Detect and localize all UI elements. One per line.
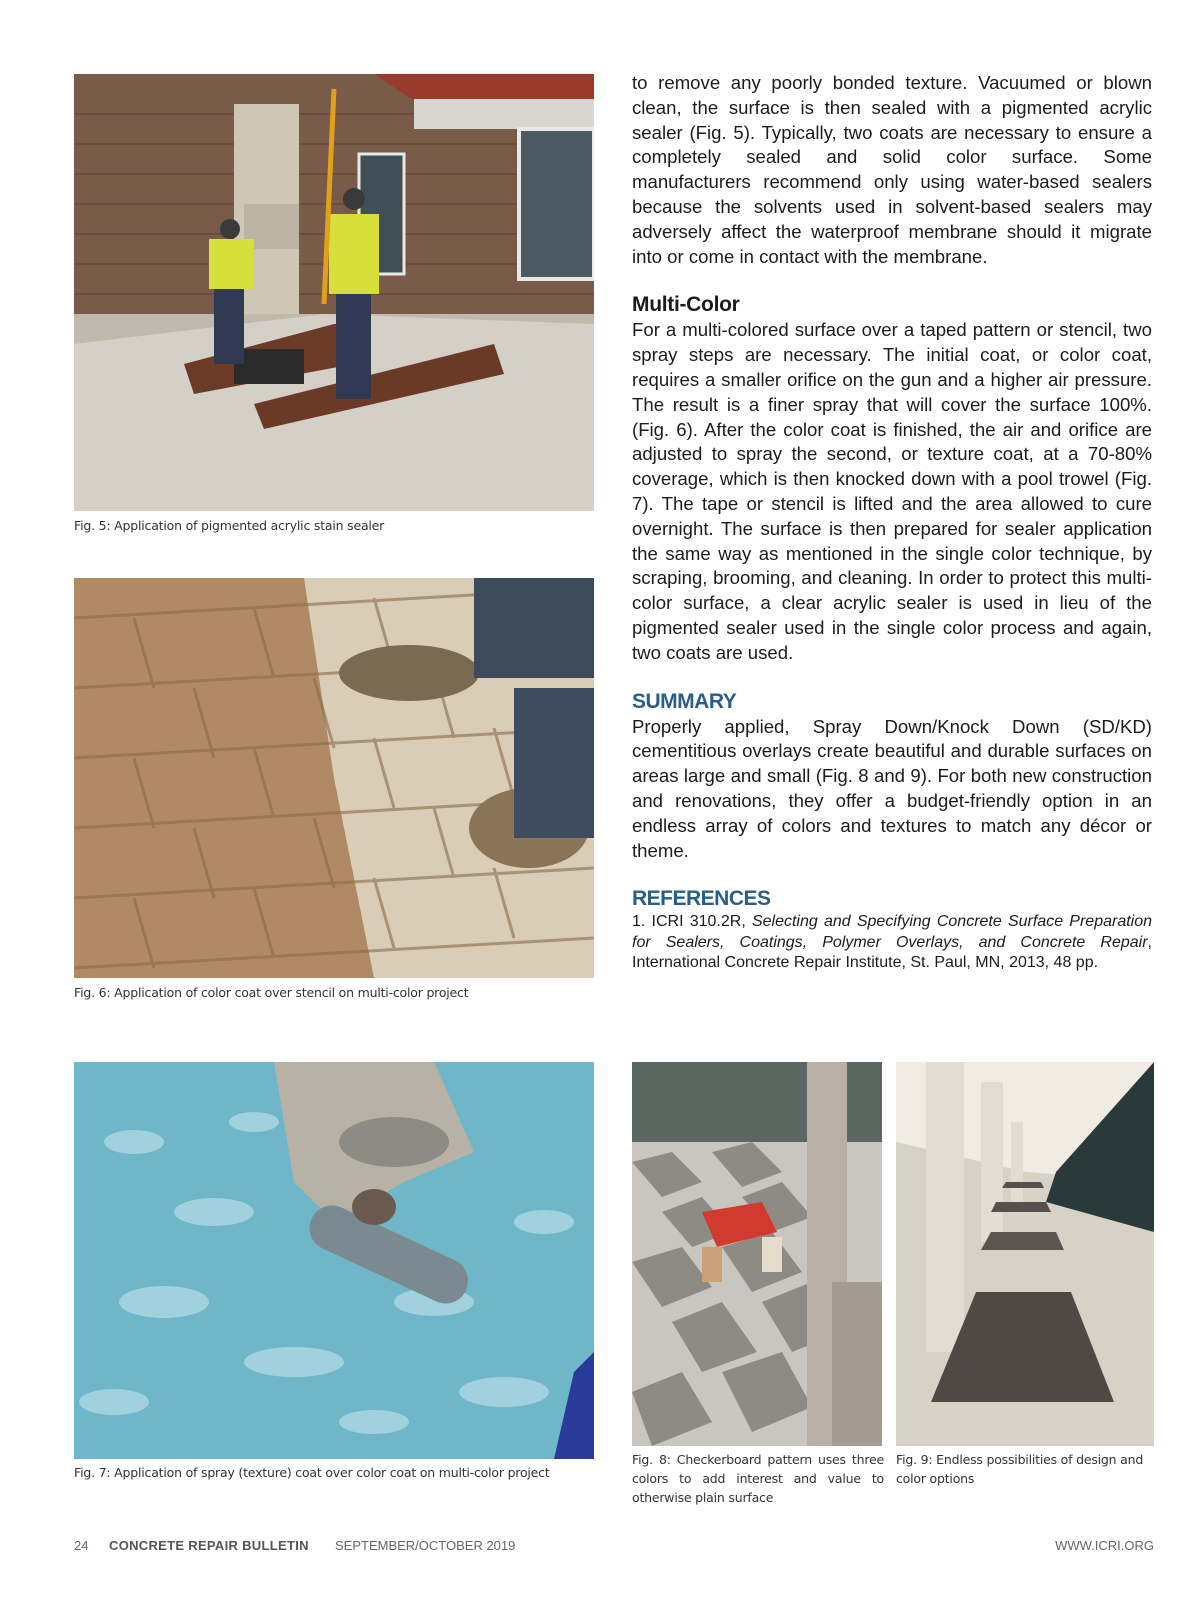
fig8-photo [632,1062,882,1446]
fig6-photo [74,578,594,978]
reference-item [632,912,1152,974]
body-column [632,71,1152,974]
fig9-caption: Fig. 9: Endless possibilities of design and color options [896,1452,1144,1486]
summary-paragraph: Properly applied, Spray Down/Knock Down (SD/KD) cementitious overlays create beautiful and durable surfaces on areas large and small (Fig. 8 and 9). For both new construction and renovations, they offer a budget-friendly option in an endless array of colors and textures to match any décor or theme. [632,715,1152,861]
fig5-caption: Fig. 5: Application of pigmented acrylic stain sealer [74,518,385,533]
reference-title: Selecting and Specifying Concrete Surface Preparation for Sealers, Coatings, Polymer Overlays, and Concrete Repair [632,913,1153,951]
references-list [632,912,1152,974]
fig8-caption: Fig. 8: Checkerboard pattern uses three colors to add interest and value to otherwise plain surface [632,1452,884,1505]
reference-tail: , International Concrete Repair Institute, St. Paul, MN, 2013, 48 pp. [632,933,1152,972]
fig7-caption: Fig. 7: Application of spray (texture) coat over color coat on multi-color project [74,1465,550,1480]
publication-name: CONCRETE REPAIR BULLETIN [109,1538,309,1553]
summary-heading: SUMMARY [632,689,737,713]
fig6-caption: Fig. 6: Application of color coat over stencil on multi-color project [74,985,469,1000]
reference-lead: 1. ICRI 310.2R, [632,913,752,931]
fig5-photo [74,74,594,511]
website: WWW.ICRI.ORG [1055,1538,1154,1553]
page-number: 24 [74,1538,89,1553]
references-heading: REFERENCES [632,887,771,911]
multicolor-heading: Multi-Color [632,293,740,317]
issue-date: SEPTEMBER/OCTOBER 2019 [335,1538,516,1553]
fig7-photo [74,1062,594,1459]
fig9-photo [896,1062,1154,1446]
multicolor-paragraph: For a multi-colored surface over a taped pattern or stencil, two spray steps are necessary. The initial coat, or color coat, requires a smaller orifice on the gun and a higher air pressure. The result is a finer spray that will cover the surface 100%. (Fig. 6). After the color coat is finished, the air and orifice are adjusted to spray the second, or texture coat, at a 70-80% coverage, which is then knocked down with a pool trowel (Fig. 7). The tape or stencil is lifted and the area allowed to cure overnight. The surface is then prepared for sealer application the same way as mentioned in the single color technique, by scraping, brooming, and cleaning. In order to protect this multi-color surface, a clear acrylic sealer is used in lieu of the pigmented sealer used in the single color process and again, two coats are used. [632,319,1152,663]
intro-paragraph: to remove any poorly bonded texture. Vacuumed or blown clean, the surface is then sealed with a pigmented acrylic sealer (Fig. 5). Typically, two coats are necessary to ensure a completely sealed and solid color surface. Some manufacturers recommend only using water-based sealers because the solvents used in solvent-based sealers may adversely affect the waterproof membrane should it migrate into or come in contact with the membrane. [632,72,1152,267]
